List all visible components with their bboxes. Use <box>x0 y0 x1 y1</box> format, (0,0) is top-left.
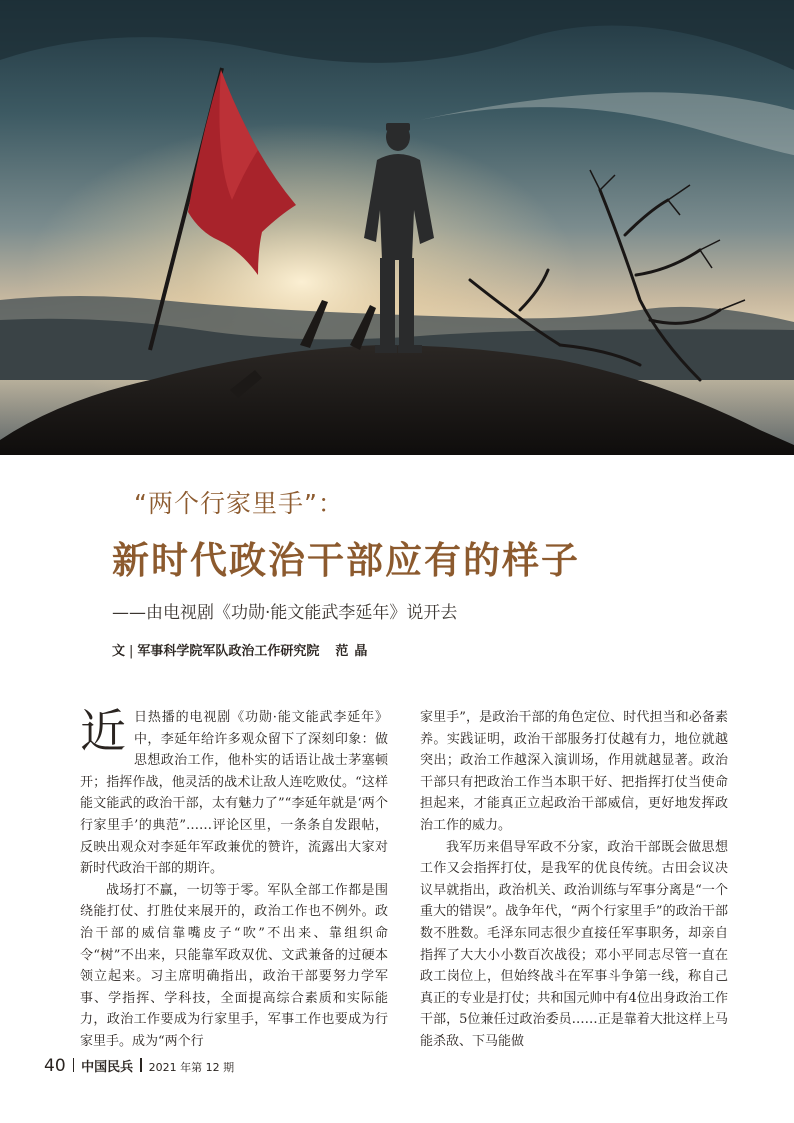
footer-divider <box>73 1058 75 1072</box>
hero-photo <box>0 0 794 455</box>
article-paragraph: 我军历来倡导军政不分家，政治干部既会做思想工作又会指挥打仗，是我军的优良传统。古田会议决议早就指出，政治机关、政治训练与军事分离是“一个重大的错误”。战争年代，“两个行家里手”的政治干部数不胜数。毛泽东同志很少直接任军事职务，却亲自指挥了大大小小数百次战役；邓小平同志尽管一直在政工岗位上，但始终战斗在军事斗争第一线，称自己真正的专业是打仗；共和国元帅中有4位出身政治工作干部，5位兼任过政治委员……正是靠着大批这样上马能杀敌、下马能做 <box>420 839 728 1049</box>
issue-label: 2021 年第 12 期 <box>148 1061 235 1074</box>
byline-org: 军事科学院军队政治工作研究院 <box>137 644 320 659</box>
byline <box>112 640 373 659</box>
article-kicker: “两个行家里手”： <box>134 489 344 518</box>
page-footer <box>44 1056 234 1076</box>
article-paragraph: 家里手”，是政治干部的角色定位、时代担当和必备素养。实践证明，政治干部服务打仗越有力，地位就越突出；政治工作越深入演训场，作用就越显著。政治干部只有把政治工作当本职干好、把指挥打仗当使命担起来，才能真正立起政治干部威信，更好地发挥政治工作的威力。 <box>420 710 728 833</box>
article-column-left <box>80 704 388 1053</box>
article-paragraph: 战场打不赢，一切等于零。军队全部工作都是围绕能打仗、打胜仗来展开的，政治工作也不例外。政治干部的威信靠嘴皮子“吹”不出来、靠组织命令“树”不出来，只能靠军政双优、文武兼备的过硬本领立起来。习主席明确指出，政治干部要努力学军事、学指挥、学科技，全面提高综合素质和实际能力，政治工作要成为行家里手，军事工作也要成为行家里手。成为“两个行 <box>80 882 388 1049</box>
page-number: 40 <box>44 1056 66 1076</box>
article-subtitle: ——由电视剧《功勋·能文能武李延年》说开去 <box>112 603 458 623</box>
article-paragraph <box>80 704 388 880</box>
byline-prefix: 文 <box>112 644 126 659</box>
drop-cap: 近 <box>80 704 126 758</box>
byline-separator: | <box>129 644 134 659</box>
hero-photo-illustration <box>0 0 794 455</box>
footer-divider <box>140 1058 142 1072</box>
magazine-name: 中国民兵 <box>81 1060 134 1075</box>
byline-author: 范晶 <box>335 644 374 659</box>
paragraph-text: 日热播的电视剧《功勋·能文能武李延年》中，李延年给许多观众留下了深刻印象：做思想政治工作，他朴实的话语让战士茅塞顿开；指挥作战，他灵活的战术让敌人连吃败仗。“这样能文能武的政治干部，太有魅力了”“李延年就是‘两个行家里手’的典范”……评论区里，一条条自发跟帖，反映出观众对李延年军政兼优的赞许，流露出大家对新时代政治干部的期许。 <box>80 710 388 877</box>
article-column-right <box>420 707 728 1053</box>
article-headline: 新时代政治干部应有的样子 <box>112 539 580 582</box>
